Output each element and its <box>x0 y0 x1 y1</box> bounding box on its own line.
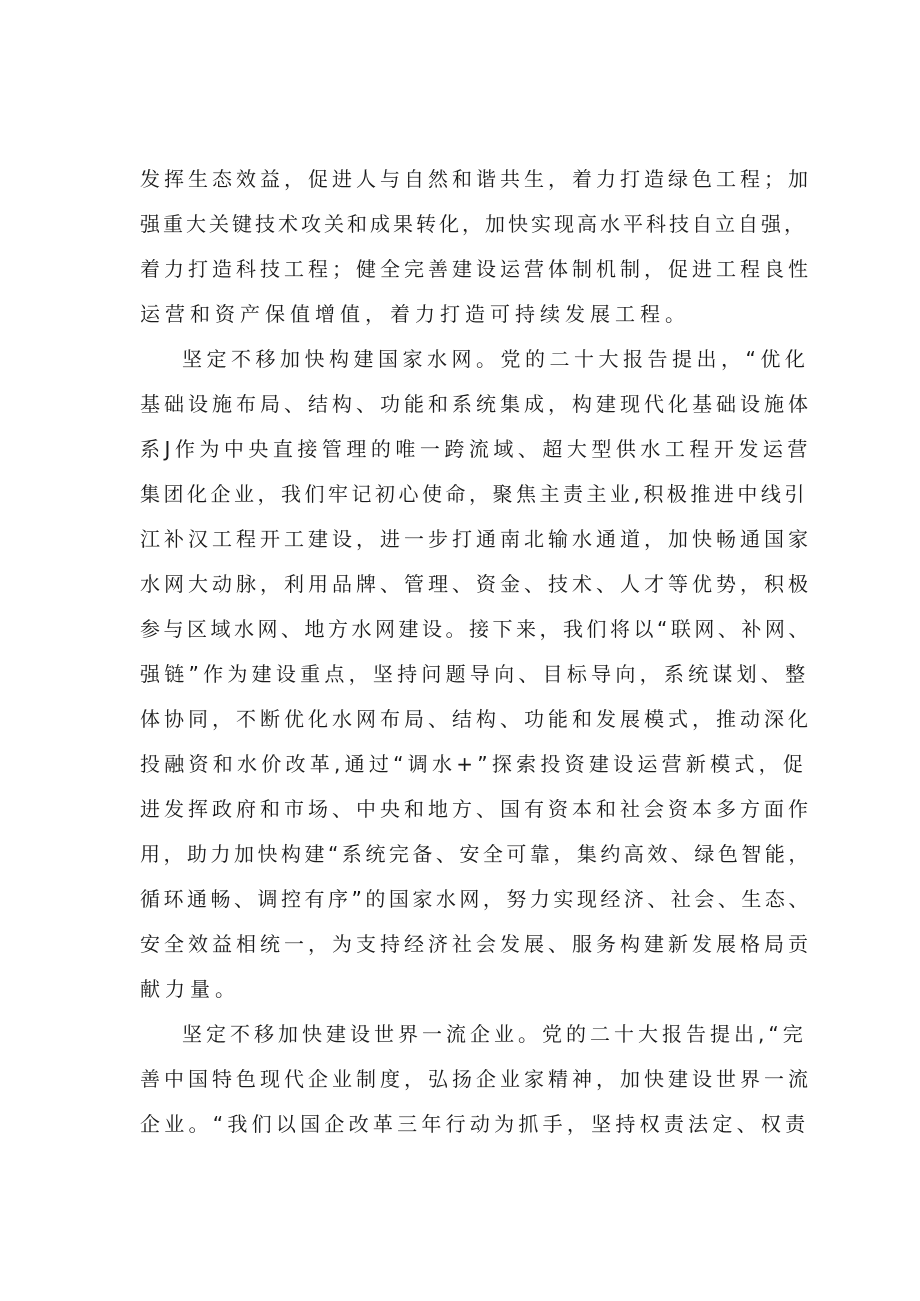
text-line: 善中国特色现代企业制度，弘扬企业家精神，加快建设世界一流 <box>140 1067 812 1091</box>
text-line: 献力量。 <box>140 977 240 1001</box>
text-line: 江补汉工程开工建设，进一步打通南北输水通道，加快畅通国家 <box>140 527 812 551</box>
text-line: 强链”作为建设重点，坚持问题导向、目标导向，系统谋划、整 <box>140 662 810 686</box>
text-line: 循环通畅、调控有序”的国家水网，努力实现经济、社会、生态、 <box>140 887 812 911</box>
text-line: 进发挥政府和市场、中央和地方、国有资本和社会资本多方面作 <box>140 797 812 821</box>
text-line: 水网大动脉，利用品牌、管理、资金、技术、人才等优势，积极 <box>140 572 812 596</box>
text-line: 用，助力加快构建“系统完备、安全可靠，集约高效、绿色智能， <box>140 842 812 866</box>
text-line: 系J作为中央直接管理的唯一跨流域、超大型供水工程开发运营 <box>140 437 812 461</box>
text-line: 基础设施布局、结构、功能和系统集成，构建现代化基础设施体 <box>140 392 812 416</box>
text-line: 发挥生态效益，促进人与自然和谐共生，着力打造绿色工程；加 <box>140 167 812 191</box>
paragraph-first-line: 坚定不移加快构建国家水网。党的二十大报告提出，“优化 <box>182 347 810 371</box>
text-line: 体协同，不断优化水网布局、结构、功能和发展模式，推动深化 <box>140 707 812 731</box>
paragraph-first-line: 坚定不移加快建设世界一流企业。党的二十大报告提出,“完 <box>182 1022 807 1046</box>
text-line: 集团化企业，我们牢记初心使命，聚焦主责主业,积极推进中线引 <box>140 482 808 506</box>
text-line: 投融资和水价改革,通过“调水+”探索投资建设运营新模式，促 <box>140 752 808 776</box>
text-line: 参与区域水网、地方水网建设。接下来，我们将以“联网、补网、 <box>140 617 812 641</box>
text-line: 运营和资产保值增值，着力打造可持续发展工程。 <box>140 302 690 326</box>
text-line: 安全效益相统一，为支持经济社会发展、服务构建新发展格局贡 <box>140 932 812 956</box>
text-line: 企业。“我们以国企改革三年行动为抓手，坚持权责法定、权责 <box>140 1112 810 1136</box>
text-line: 强重大关键技术攻关和成果转化，加快实现高水平科技自立自强， <box>140 212 807 236</box>
text-line: 着力打造科技工程；健全完善建设运营体制机制，促进工程良性 <box>140 257 812 281</box>
